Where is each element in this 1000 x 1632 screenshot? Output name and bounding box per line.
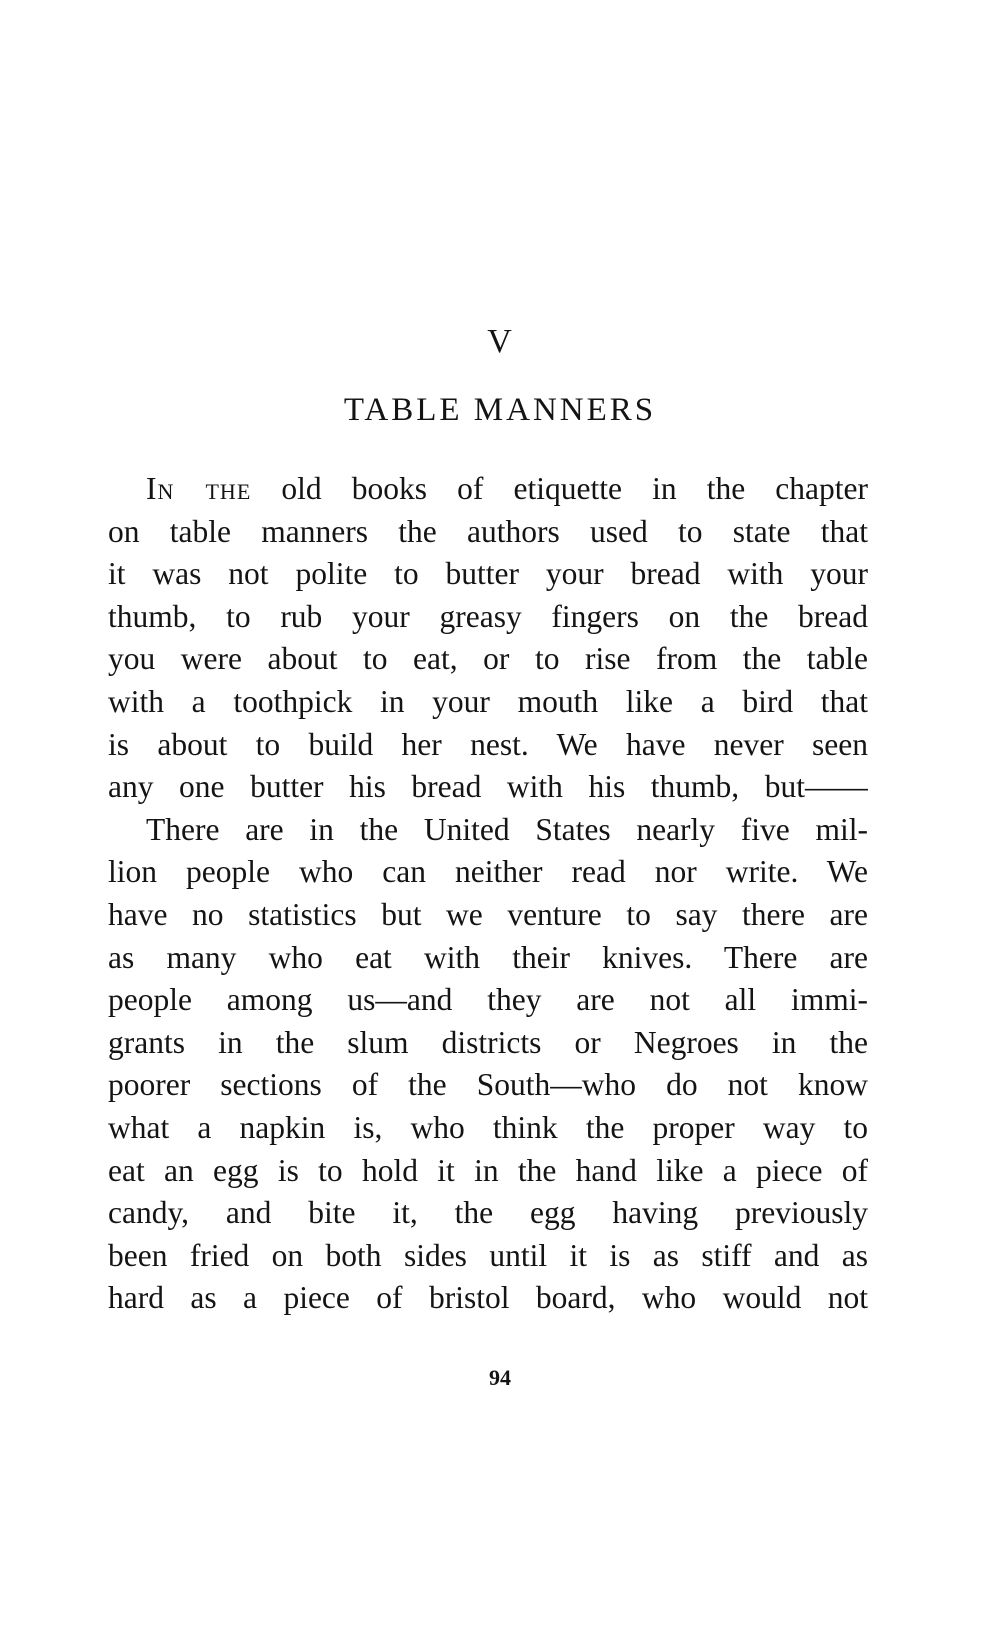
text-line: any one butter his bread with his thumb, but——	[108, 769, 868, 805]
text-line: been fried on both sides until it is as stiff and as	[108, 1237, 868, 1273]
text-line: thumb, to rub your greasy fingers on the bread	[108, 598, 868, 634]
body-text	[108, 468, 868, 1320]
text-line: lion people who can neither read nor write. We	[108, 854, 868, 890]
paragraph-1-line-1	[108, 468, 868, 511]
text-line: hard as a piece of bristol board, who would not	[108, 1280, 868, 1316]
text-line: is about to build her nest. We have never seen	[108, 726, 868, 762]
text-line: poorer sections of the South—who do not know	[108, 1067, 868, 1103]
chapter-title: TABLE MANNERS	[343, 392, 657, 428]
paragraph-2-line-1: There are in the United States nearly five mil-	[146, 811, 868, 847]
text-line: eat an egg is to hold it in the hand like a piece of	[108, 1152, 868, 1188]
paragraph-lead-smallcaps: In the	[146, 471, 252, 506]
text-line: it was not polite to butter your bread with your	[108, 556, 868, 592]
text-line: as many who eat with their knives. There are	[108, 939, 868, 975]
text-line: with a toothpick in your mouth like a bird that	[108, 683, 868, 719]
text-line: people among us—and they are not all immi-	[108, 982, 868, 1018]
page-number: 94	[489, 1365, 511, 1390]
text-line: candy, and bite it, the egg having previously	[108, 1195, 868, 1231]
text-line: what a napkin is, who think the proper way to	[108, 1109, 868, 1145]
text-line: grants in the slum districts or Negroes in the	[108, 1024, 868, 1060]
text-line: you were about to eat, or to rise from the table	[108, 641, 868, 677]
chapter-number: V	[487, 323, 513, 360]
text-line: on table manners the authors used to state that	[108, 513, 868, 549]
text-line: old books of etiquette in the chapter	[251, 471, 868, 506]
text-line: have no statistics but we venture to say there are	[108, 896, 868, 932]
